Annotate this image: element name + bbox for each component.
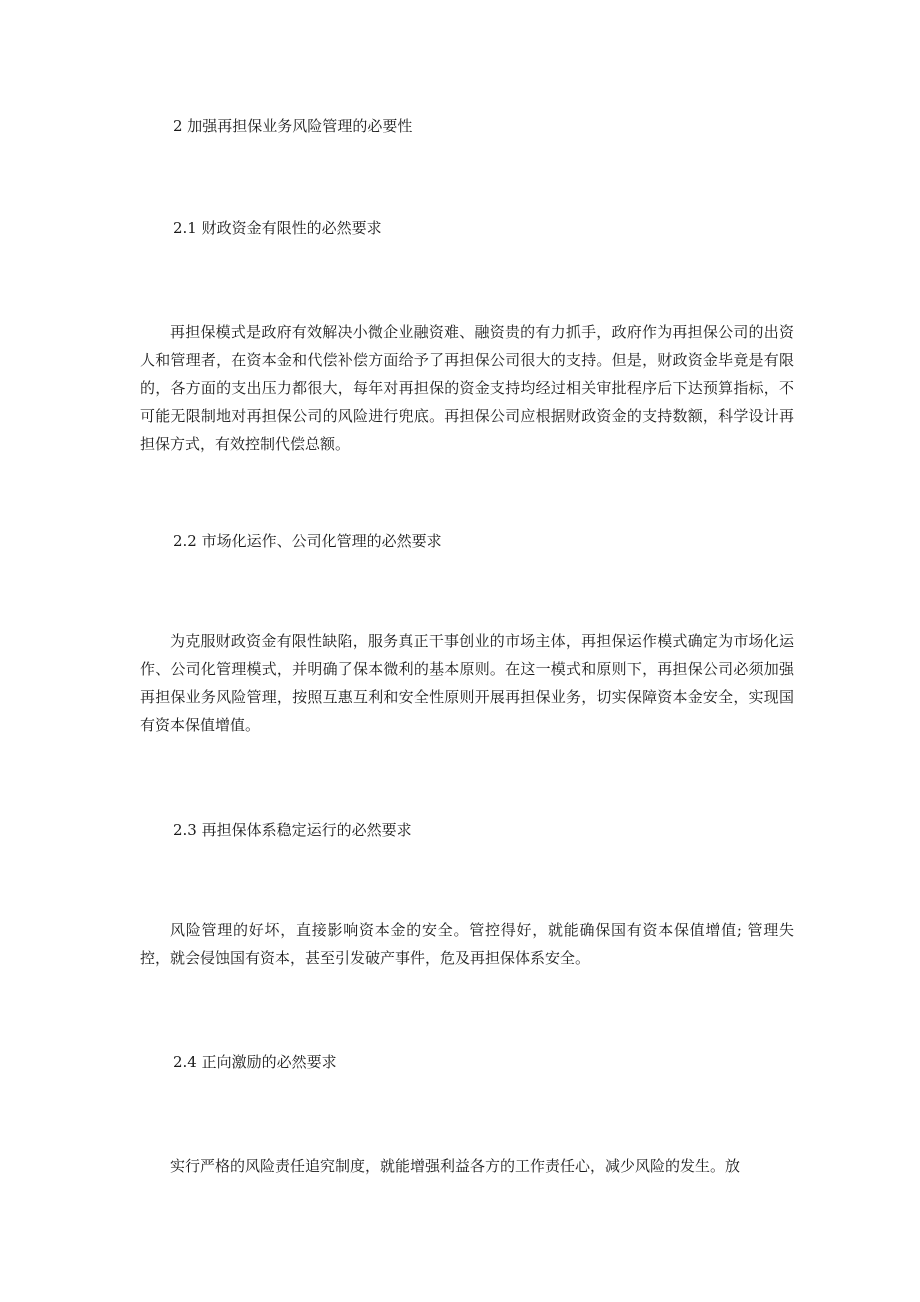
section-heading-2-3: 2.3 再担保体系稳定运行的必然要求: [173, 821, 412, 839]
section-heading-2-1: 2.1 财政资金有限性的必然要求: [173, 219, 382, 237]
section-heading-2-2: 2.2 市场化运作、公司化管理的必然要求: [173, 532, 442, 550]
paragraph-2-4: 实行严格的风险责任追究制度，就能增强利益各方的工作责任心，减少风险的发生。放: [170, 1157, 741, 1175]
section-heading-2: 2 加强再担保业务风险管理的必要性: [173, 117, 413, 135]
section-heading-2-4: 2.4 正向激励的必然要求: [173, 1053, 337, 1071]
paragraph-2-3: 风险管理的好坏，直接影响资本金的安全。管控得好，就能确保国有资本保值增值; 管理失控，就会侵蚀国有资本，甚至引发破产事件，危及再担保体系安全。: [140, 921, 794, 967]
paragraph-2-2: 为克服财政资金有限性缺陷，服务真正干事创业的市场主体，再担保运作模式确定为市场化运作、公司化管理模式，并明确了保本微利的基本原则。在这一模式和原则下，再担保公司必须加强再担保业务风险管理，按照互惠互利和安全性原则开展再担保业务，切实保障资本金安全，实现国有资本保值增值。: [140, 632, 794, 734]
paragraph-2-1: 再担保模式是政府有效解决小微企业融资难、融资贵的有力抓手，政府作为再担保公司的出资人和管理者，在资本金和代偿补偿方面给予了再担保公司很大的支持。但是，财政资金毕竟是有限的，各方面的支出压力都很大，每年对再担保的资金支持均经过相关审批程序后下达预算指标，不可能无限制地对再担保公司的风险进行兜底。再担保公司应根据财政资金的支持数额，科学设计再担保方式，有效控制代偿总额。: [140, 323, 794, 453]
